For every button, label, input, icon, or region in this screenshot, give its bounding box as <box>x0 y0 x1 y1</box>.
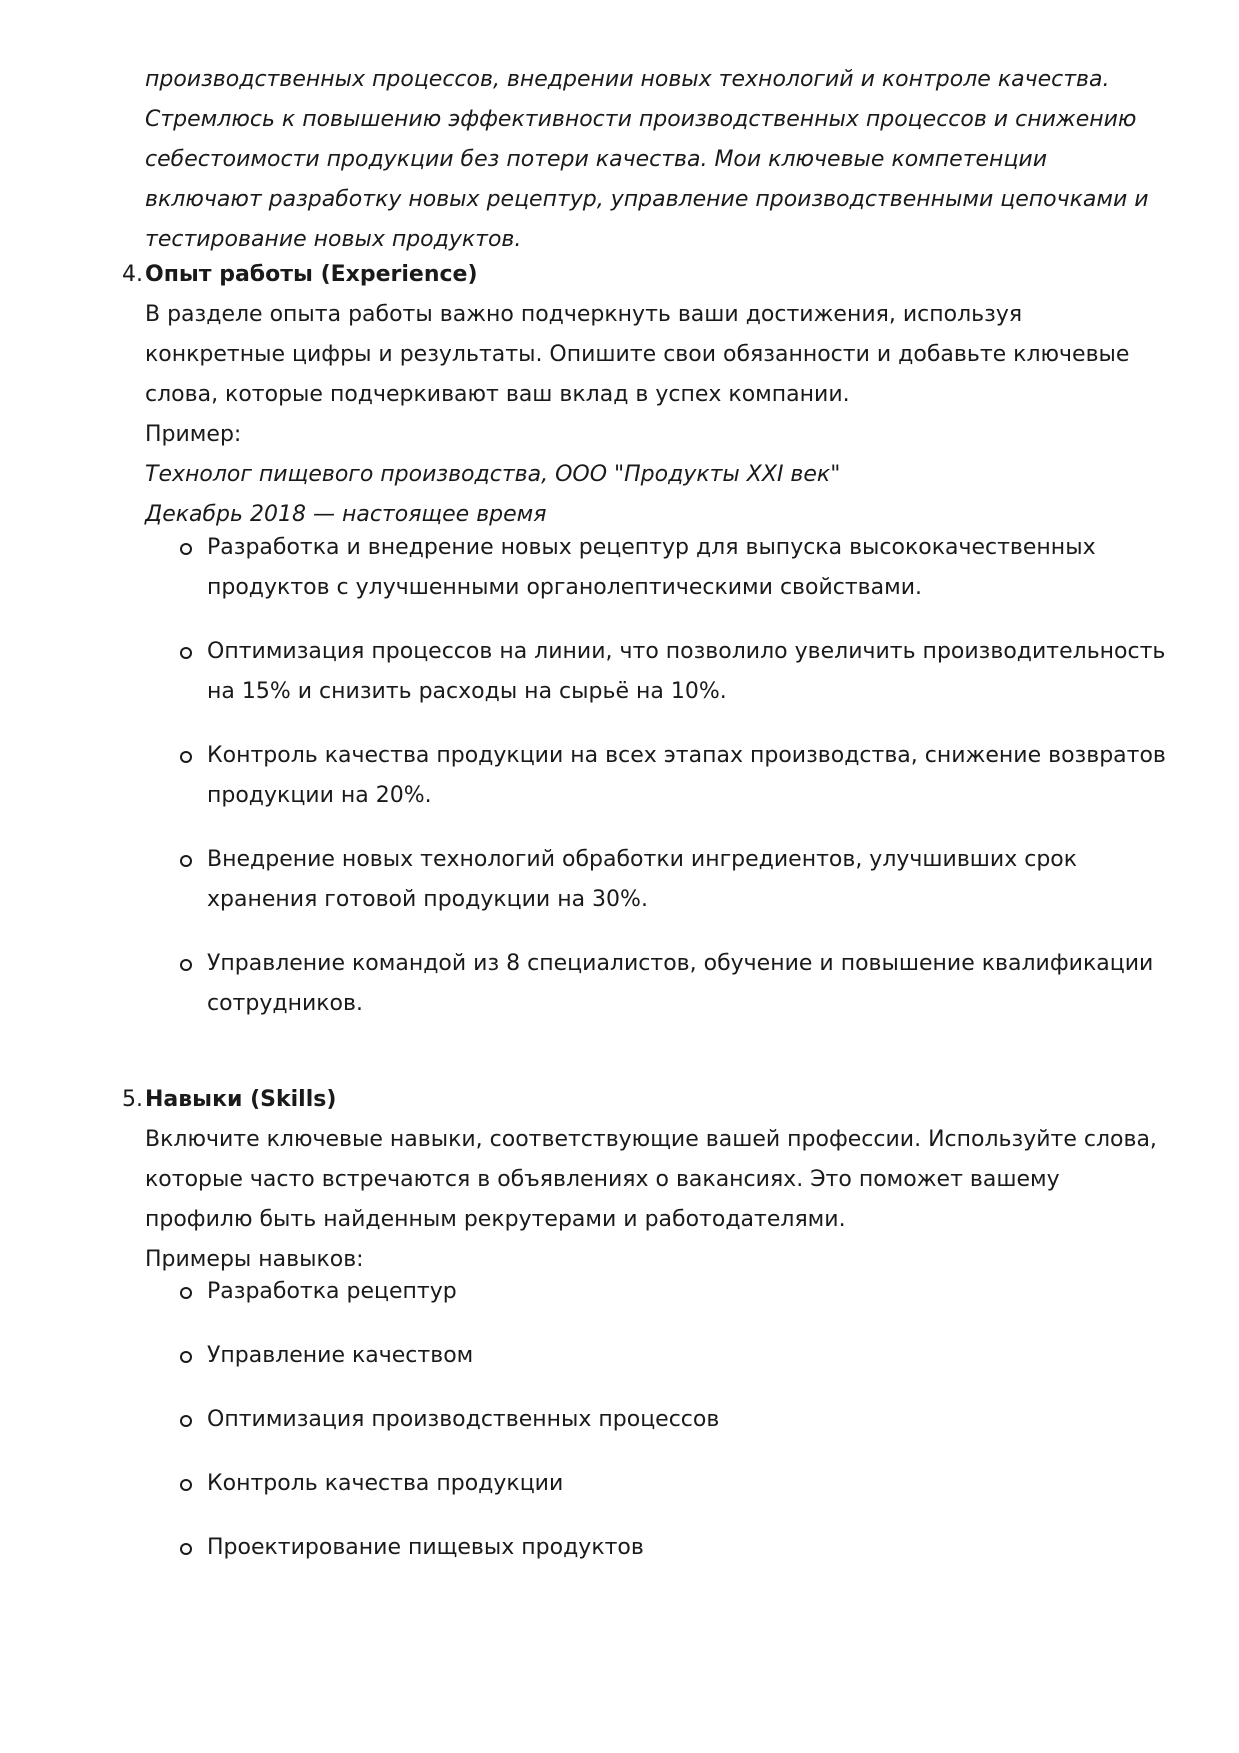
list-item-text: Оптимизация производственных процессов <box>207 1407 720 1432</box>
list-item-text: Управление качеством <box>207 1343 474 1368</box>
list-item-text: Контроль качества продукции <box>207 1471 564 1496</box>
section-title: Опыт работы (Experience) <box>145 262 478 287</box>
list-item <box>207 736 1167 816</box>
hollow-bullet-icon <box>180 647 192 659</box>
hollow-bullet-icon <box>180 1287 192 1299</box>
list-item-text: Разработка рецептур <box>207 1279 457 1304</box>
list-item-text: Разработка и внедрение новых рецептур для выпуска высококачественных продуктов с улучшенными органолептическими свойствами. <box>207 535 1096 600</box>
example-label: Пример: <box>145 422 242 447</box>
list-item <box>207 1400 1167 1440</box>
hollow-bullet-icon <box>180 543 192 555</box>
list-item <box>207 1272 1167 1312</box>
job-period: Декабрь 2018 — настоящее время <box>145 502 547 527</box>
hollow-bullet-icon <box>180 1543 192 1555</box>
list-item <box>207 1464 1167 1504</box>
hollow-bullet-icon <box>180 855 192 867</box>
list-item-text: Проектирование пищевых продуктов <box>207 1535 644 1560</box>
list-item-text: Внедрение новых технологий обработки ингредиентов, улучшивших срок хранения готовой продукции на 30%. <box>207 847 1078 912</box>
list-item <box>207 944 1167 1024</box>
list-item <box>207 1528 1167 1568</box>
hollow-bullet-icon <box>180 1415 192 1427</box>
section-number: 4. <box>122 262 143 287</box>
list-item <box>207 840 1167 920</box>
list-item-text: Оптимизация процессов на линии, что позволило увеличить производительность на 15% и снизить расходы на сырьё на 10%. <box>207 639 1166 704</box>
hollow-bullet-icon <box>180 959 192 971</box>
section-title: Навыки (Skills) <box>145 1087 337 1112</box>
hollow-bullet-icon <box>180 1351 192 1363</box>
list-item-text: Управление командой из 8 специалистов, обучение и повышение квалификации сотрудников. <box>207 951 1154 1016</box>
list-item <box>207 632 1167 712</box>
section-skills <box>122 1080 1165 1280</box>
list-item-text: Контроль качества продукции на всех этапах производства, снижение возвратов продукции на 20%. <box>207 743 1166 808</box>
job-title: Технолог пищевого производства, ООО "Продукты XXI век" <box>145 462 841 487</box>
list-item <box>207 528 1167 608</box>
list-item <box>207 1336 1167 1376</box>
section-experience <box>122 255 1165 535</box>
summary-continuation: производственных процессов, внедрении новых технологий и контроле качества. Стремлюсь к повышению эффективности производственных процессов и снижению себестоимости продукции без потери качества. Мои ключевые компетенции включают разработку новых рецептур, управление производственными цепочками и тестирование новых продуктов. <box>145 67 1149 252</box>
section-description: Включите ключевые навыки, соответствующие вашей профессии. Используйте слова, которые часто встречаются в объявлениях о вакансиях. Это поможет вашему профилю быть найденным рекрутерами и работодателями. <box>145 1127 1157 1232</box>
section-description: В разделе опыта работы важно подчеркнуть ваши достижения, используя конкретные цифры и результаты. Опишите свои обязанности и добавьте ключевые слова, которые подчеркивают ваш вклад в успех компании. <box>145 302 1130 407</box>
hollow-bullet-icon <box>180 751 192 763</box>
examples-label: Примеры навыков: <box>145 1247 364 1272</box>
section-number: 5. <box>122 1087 143 1112</box>
hollow-bullet-icon <box>180 1479 192 1491</box>
